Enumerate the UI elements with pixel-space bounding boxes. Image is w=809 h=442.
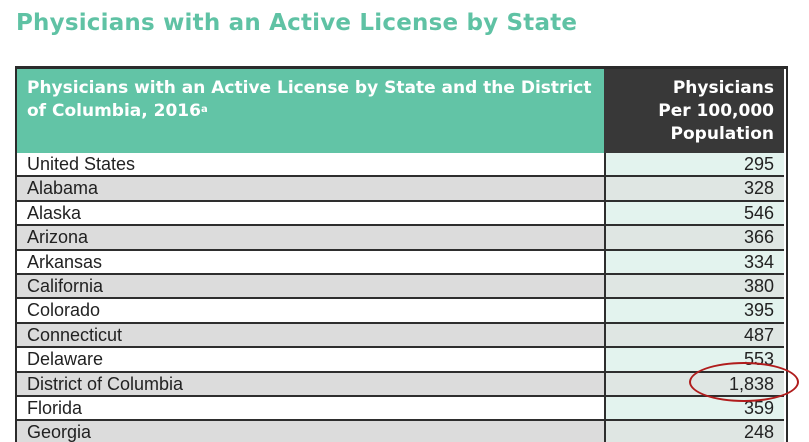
physicians-rate-cell: 380: [604, 275, 784, 297]
state-name-cell: Arizona: [17, 226, 604, 248]
state-name-cell: District of Columbia: [17, 373, 604, 395]
state-name-cell: Alabama: [17, 177, 604, 199]
table-row: [17, 153, 784, 177]
highlight-circle: [689, 362, 799, 402]
table-row: [17, 177, 784, 201]
physicians-rate-cell: 395: [604, 299, 784, 321]
table-row: [17, 226, 784, 250]
rate-header-line: Population: [670, 124, 774, 144]
physicians-rate-cell: 366: [604, 226, 784, 248]
table-row: [17, 299, 784, 323]
state-column-header: [17, 69, 604, 153]
state-name-cell: Georgia: [17, 421, 604, 442]
page-title: Physicians with an Active License by State: [16, 10, 578, 36]
state-name-cell: United States: [17, 153, 604, 175]
state-name-cell: Colorado: [17, 299, 604, 321]
state-name-cell: Alaska: [17, 202, 604, 224]
physicians-rate-cell: 487: [604, 324, 784, 346]
physicians-rate-cell: 334: [604, 251, 784, 273]
state-name-cell: Connecticut: [17, 324, 604, 346]
physicians-rate-cell: 295: [604, 153, 784, 175]
rate-column-header: [604, 69, 784, 153]
physicians-rate-cell: 553: [604, 348, 784, 370]
state-column-header-text: Physicians with an Active License by State and the District of Columbia, 2016: [27, 78, 592, 121]
rate-header-line: Physicians: [672, 78, 774, 98]
physicians-table: [15, 66, 788, 442]
physicians-rate-cell: 359: [604, 397, 784, 419]
table-row: [17, 275, 784, 299]
table-row: [17, 373, 784, 397]
table-row: [17, 348, 784, 372]
table-row: [17, 397, 784, 421]
physicians-rate-cell: 248: [604, 421, 784, 442]
state-name-cell: Delaware: [17, 348, 604, 370]
table-body: [17, 153, 784, 442]
footnote-marker: a: [200, 104, 208, 115]
table-row: [17, 202, 784, 226]
physicians-rate-cell: 328: [604, 177, 784, 199]
table-row: [17, 251, 784, 275]
physicians-rate-cell: 1,838: [604, 373, 784, 395]
state-name-cell: Arkansas: [17, 251, 604, 273]
state-name-cell: California: [17, 275, 604, 297]
state-name-cell: Florida: [17, 397, 604, 419]
physicians-rate-cell: 546: [604, 202, 784, 224]
rate-header-line: Per 100,000: [658, 101, 774, 121]
table-row: [17, 324, 784, 348]
